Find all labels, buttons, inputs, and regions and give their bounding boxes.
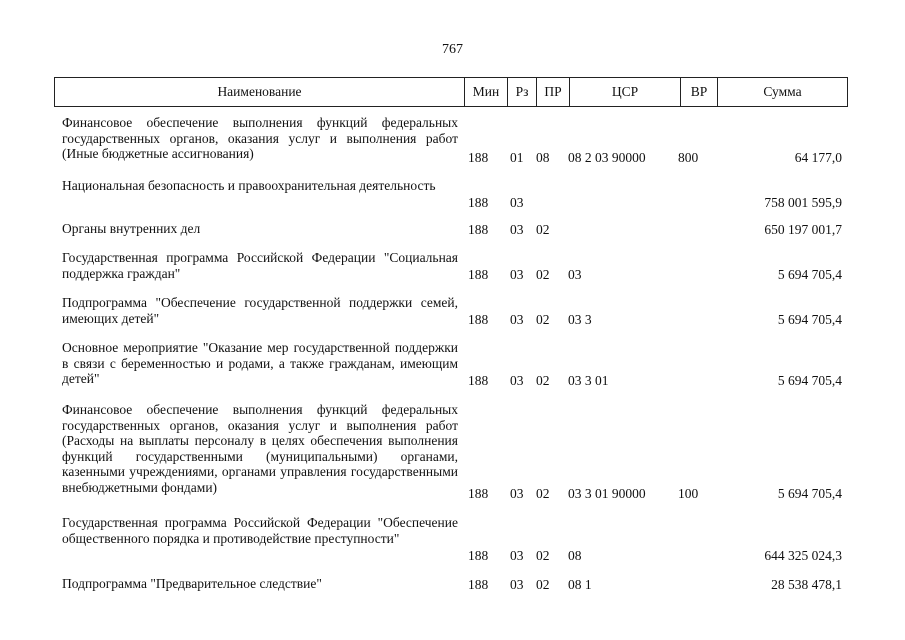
header-vr: ВР [680, 78, 717, 106]
page-number: 767 [442, 42, 463, 57]
row-vr: 800 [678, 149, 699, 165]
table-row [54, 515, 848, 563]
header-name: Наименование [217, 84, 302, 99]
row-rz: 03 [510, 372, 524, 388]
row-min: 188 [468, 485, 489, 501]
row-csr: 03 [568, 266, 582, 282]
header-pr: ПР [536, 78, 569, 106]
row-name: Основное мероприятие "Оказание мер государственной поддержки в связи с беременностью и родами, а также гражданам, имеющим детей" [62, 340, 458, 386]
table-header [54, 77, 848, 107]
row-rz: 03 [510, 576, 524, 592]
row-min: 188 [468, 576, 489, 592]
row-name: Финансовое обеспечение выполнения функций федеральных государственных органов, оказания услуг и выполнения работ (Расходы на выплаты персоналу в целях обеспечения выполнения функций государственными (муниципальными) органами, казенными учреждениями, органами управления государственными внебюджетными фондами) [62, 402, 458, 495]
table-row [54, 402, 848, 501]
row-csr: 03 3 01 [568, 372, 609, 388]
row-sum: 64 177,0 [794, 149, 842, 165]
row-vr: 100 [678, 485, 699, 501]
row-sum: 5 694 705,4 [777, 266, 842, 282]
row-sum: 5 694 705,4 [777, 372, 842, 388]
row-min: 188 [468, 311, 489, 327]
row-csr: 08 [568, 547, 582, 563]
row-pr: 02 [536, 485, 550, 501]
row-name: Подпрограмма "Предварительное следствие" [62, 576, 322, 591]
row-name: Государственная программа Российской Федерации "Социальная поддержка граждан" [62, 250, 458, 281]
row-name: Национальная безопасность и правоохранительная деятельность [62, 178, 436, 193]
row-rz: 03 [510, 485, 524, 501]
table-row [54, 250, 848, 282]
row-min: 188 [468, 221, 489, 237]
row-min: 188 [468, 149, 489, 165]
table-row [54, 178, 848, 210]
table-row [54, 295, 848, 327]
table-row [54, 576, 848, 592]
row-min: 188 [468, 194, 489, 210]
row-sum: 758 001 595,9 [764, 194, 842, 210]
row-rz: 03 [510, 547, 524, 563]
row-sum: 5 694 705,4 [777, 311, 842, 327]
row-min: 188 [468, 266, 489, 282]
row-name: Государственная программа Российской Федерации "Обеспечение общественного порядка и противодействие преступности" [62, 515, 458, 546]
row-rz: 03 [510, 194, 524, 210]
row-sum: 644 325 024,3 [764, 547, 842, 563]
header-csr: ЦСР [569, 78, 680, 106]
row-pr: 08 [536, 149, 550, 165]
row-csr: 03 3 [568, 311, 592, 327]
row-name: Финансовое обеспечение выполнения функций федеральных государственных органов, оказания услуг и выполнения работ (Иные бюджетные ассигнования) [62, 115, 458, 161]
header-sum: Сумма [717, 78, 847, 106]
row-pr: 02 [536, 221, 550, 237]
row-pr: 02 [536, 576, 550, 592]
row-rz: 03 [510, 311, 524, 327]
row-sum: 28 538 478,1 [771, 576, 842, 592]
row-name: Подпрограмма "Обеспечение государственной поддержки семей, имеющих детей" [62, 295, 458, 326]
table-row [54, 340, 848, 388]
table-row [54, 115, 848, 165]
header-min: Мин [464, 78, 507, 106]
row-name: Органы внутренних дел [62, 221, 201, 236]
header-rz: Рз [507, 78, 536, 106]
row-min: 188 [468, 372, 489, 388]
row-sum: 5 694 705,4 [777, 485, 842, 501]
table-row [54, 221, 848, 237]
row-csr: 08 1 [568, 576, 592, 592]
row-min: 188 [468, 547, 489, 563]
row-pr: 02 [536, 266, 550, 282]
row-csr: 03 3 01 90000 [568, 485, 646, 501]
row-rz: 01 [510, 149, 524, 165]
row-pr: 02 [536, 311, 550, 327]
row-csr: 08 2 03 90000 [568, 149, 646, 165]
row-sum: 650 197 001,7 [764, 221, 842, 237]
row-rz: 03 [510, 221, 524, 237]
row-pr: 02 [536, 547, 550, 563]
row-pr: 02 [536, 372, 550, 388]
row-rz: 03 [510, 266, 524, 282]
